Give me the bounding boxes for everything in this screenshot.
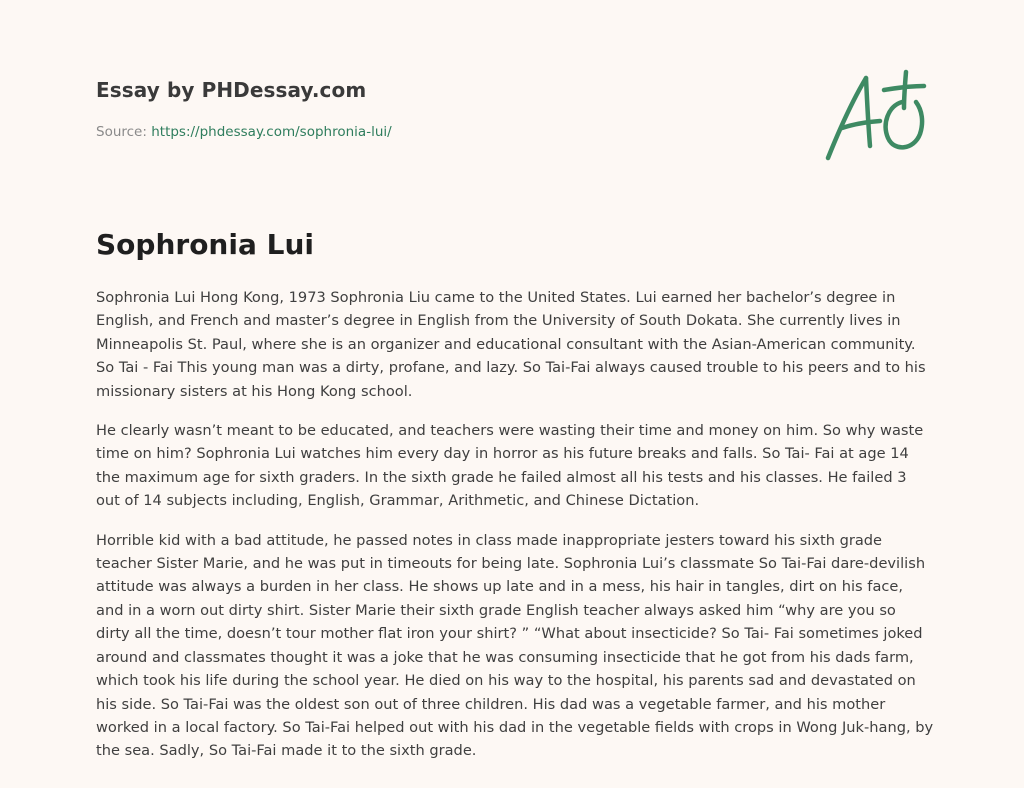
article-paragraph: He clearly wasn’t meant to be educated, and teachers were wasting their time and money on him. So why waste time on him? Sophronia Lui watches him every day in horror as his future breaks and falls. So Tai- Fai at age 14 the maximum age for sixth graders. In the sixth grade he failed almost all his tests and his classes. He failed 3 out of 14 subjects including, English, Grammar, Arithmetic, and Chinese Dictation. [96, 422, 924, 510]
a-plus-grade-icon [820, 66, 932, 166]
article-body [96, 286, 934, 779]
source-line [96, 122, 796, 142]
article-paragraph: Horrible kid with a bad attitude, he passed notes in class made inappropriate jesters toward his sixth grade teacher Sister Marie, and he was put in timeouts for being late. Sophronia Lui’s classmate So Tai-Fai dare-devilish attitude was always a burden in her class. He shows up late and in a mess, his hair in tangles, dirt on his face, and in a worn out dirty shirt. Sister Marie their sixth grade English teacher always asked him “why are you so dirty all the time, doesn’t tour mother flat iron your shirt? ” “What about insecticide? So Tai- Fai sometimes joked around and classmates thought it was a joke that he was consuming insecticide that he got from his dads farm, which took his life during the school year. He died on his way to the hospital, his parents sad and devastated on his side. So Tai-Fai was the oldest son out of three children. His dad was a vegetable farmer, and his mother worked in a local factory. So Tai-Fai helped out with his dad in the vegetable fields with crops in Wong Juk-hang, by the sea. Sadly, So Tai-Fai made it to the sixth grade. [96, 531, 934, 760]
article-title: Sophronia Lui [96, 228, 314, 261]
brand-title: Essay by PHDessay.com [96, 78, 367, 102]
article-paragraph: Sophronia Lui Hong Kong, 1973 Sophronia Liu came to the United States. Lui earned her bachelor’s degree in English, and French and master’s degree in English from the University of South Dokata. She currently lives in Minneapolis St. Paul, where she is an organizer and educational consultant with the Asian-American community. So Tai - Fai This young man was a dirty, profane, and lazy. So Tai-Fai always caused trouble to his peers and to his missionary sisters at his Hong Kong school. [96, 289, 926, 400]
source-label: Source: [96, 124, 152, 140]
essay-header [96, 74, 796, 142]
source-link[interactable]: https://phdessay.com/sophronia-lui/ [151, 124, 392, 140]
